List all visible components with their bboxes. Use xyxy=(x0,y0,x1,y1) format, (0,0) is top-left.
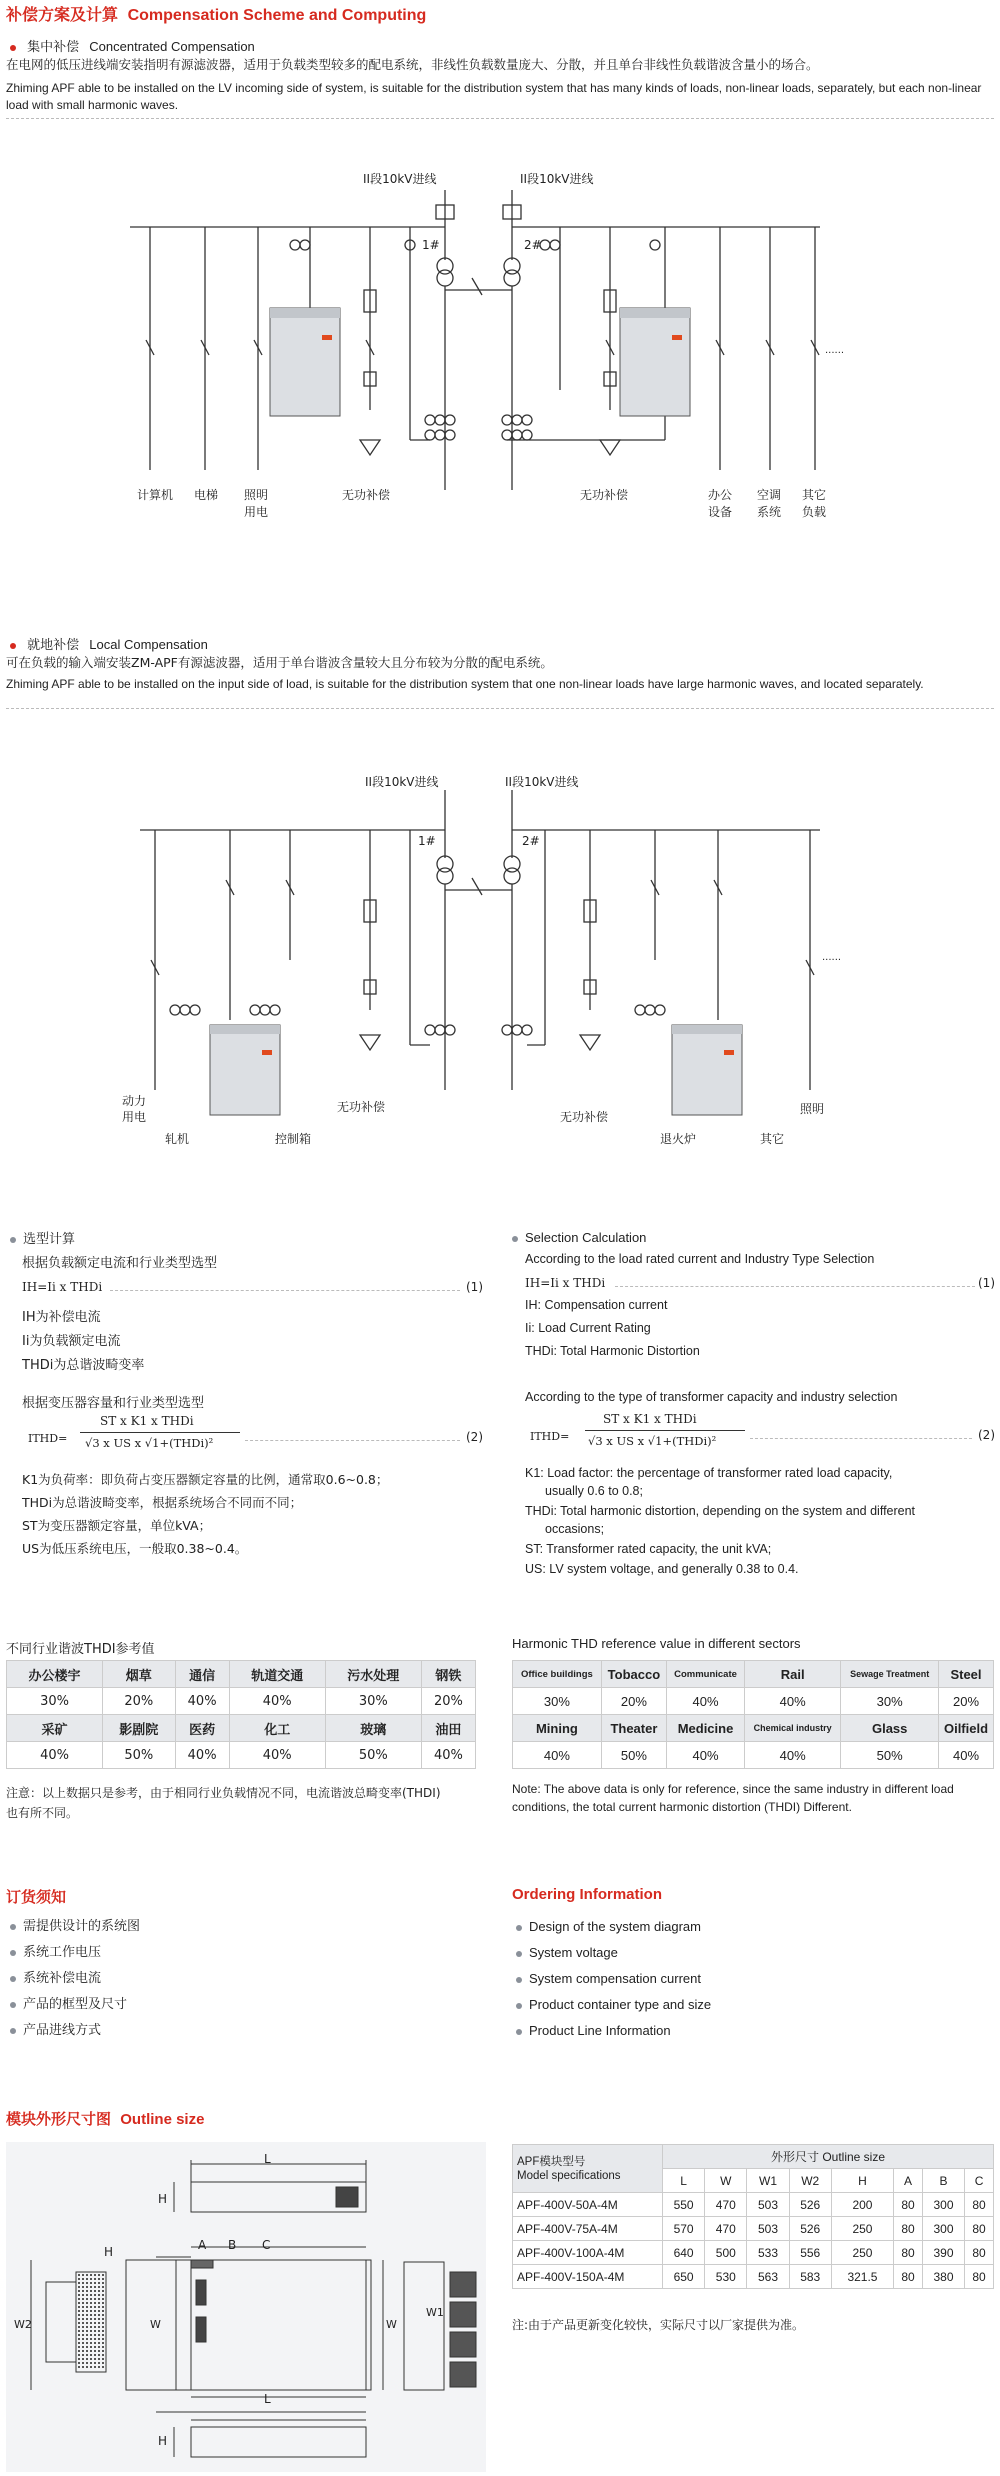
list-item: Product container type and size xyxy=(516,1992,711,2018)
selection-en-d3: THDi: Total Harmonic Distortion xyxy=(525,1344,700,1358)
conc-t1: 1# xyxy=(422,238,440,252)
outline-title xyxy=(6,2108,204,2129)
selection-cn-title: 选型计算 xyxy=(10,1228,75,1247)
conc-load-other-2: 负载 xyxy=(802,505,827,519)
selection-en-e3: ST: Transformer rated capacity, the unit kVA; xyxy=(525,1542,772,1556)
local-power-2: 用电 xyxy=(122,1110,147,1124)
selection-en-title: Selection Calculation xyxy=(512,1230,646,1245)
ordering-en-list xyxy=(516,1914,711,2044)
table-row: Mining Theater Medicine Chemical industry Glass Oilfield xyxy=(513,1715,994,1742)
formula-leader xyxy=(615,1286,975,1287)
divider xyxy=(6,708,994,709)
local-t1: 1# xyxy=(418,834,436,848)
local-reactive-left: 无功补偿 xyxy=(337,1100,386,1114)
concentrated-desc-en: Zhiming APF able to be installed on the LV incoming side of system, is suitable for the distribution system that has many kinds of loads, non-linear loads, separately, but each non-linear load with small harmonic waves. xyxy=(6,81,982,112)
table-row xyxy=(513,2145,994,2169)
dim-h-bottom: H xyxy=(158,2434,168,2448)
local-incoming-2: II段10kV进线 xyxy=(505,775,579,789)
local-diagram xyxy=(0,760,1000,1170)
concentrated-desc-cn: 在电网的低压进线端安装指明有源滤波器，适用于负载类型较多的配电系统，非线性负载数量庞大、分散，并且单台非线性负载谐波含量小的场合。 xyxy=(6,57,819,72)
local-label-cn: 就地补偿 xyxy=(27,638,80,653)
table-row: APF-400V-100A-4M 640 500 533 556 250 80 390 80 xyxy=(513,2241,994,2265)
list-item: 产品的框型及尺寸 xyxy=(10,1992,140,2018)
conc-load-lighting-1: 照明 xyxy=(244,488,269,502)
selection-en-e1b: usually 0.6 to 0.8; xyxy=(545,1484,643,1498)
page-title-en: Compensation Scheme and Computing xyxy=(127,7,427,24)
conc-reactive-right: 无功补偿 xyxy=(580,488,629,502)
selection-cn-sub2: 根据变压器容量和行业类型选型 xyxy=(22,1396,205,1411)
dim-h-front: H xyxy=(104,2245,114,2259)
size-header: 外形尺寸 Outline size xyxy=(663,2145,994,2169)
dim-h-top: H xyxy=(158,2192,168,2206)
list-item: 系统工作电压 xyxy=(10,1940,140,1966)
conc-load-elevator: 电梯 xyxy=(194,488,219,502)
thd-en-title: Harmonic THD reference value in different sectors xyxy=(512,1636,801,1651)
outline-title-en: Outline size xyxy=(120,2111,205,2128)
table-row: APF-400V-50A-4M 550 470 503 526 200 80 300 80 xyxy=(513,2193,994,2217)
dim-l-bottom: L xyxy=(264,2392,271,2406)
thd-en-note-2: conditions, the total current harmonic distortion (THDI) Different. xyxy=(512,1800,852,1814)
dim-l-top: L xyxy=(264,2152,271,2166)
table-row: 采矿 影剧院 医药 化工 玻璃 油田 xyxy=(7,1715,476,1742)
outline-table xyxy=(512,2144,994,2289)
local-label-en: Local Compensation xyxy=(89,637,208,652)
table-row: 40% 50% 40% 40% 50% 40% xyxy=(7,1742,476,1769)
table-row: 办公楼宇 烟草 通信 轨道交通 污水处理 钢铁 xyxy=(7,1661,476,1688)
selection-cn-e1: K1为负荷率：即负荷占变压器额定容量的比例，通常取0.6~0.8； xyxy=(22,1472,389,1487)
dim-w: W xyxy=(150,2318,161,2331)
selection-en-sub2: According to the type of transformer capacity and industry selection xyxy=(525,1390,898,1404)
list-item: System voltage xyxy=(516,1940,711,1966)
selection-cn-e2: THDi为总谐波畸变率，根据系统场合不同而不同； xyxy=(22,1495,303,1510)
model-header-en: Model specifications xyxy=(517,2169,621,2182)
ordering-cn-title: 订货须知 xyxy=(6,1888,67,1906)
selection-en-e4: US: LV system voltage, and generally 0.38 to 0.4. xyxy=(525,1562,799,1576)
dim-w1-right: W1 xyxy=(426,2306,444,2319)
selection-en-e1a: K1: Load factor: the percentage of transformer rated load capacity, xyxy=(525,1466,893,1480)
conc-load-office-2: 设备 xyxy=(708,505,733,519)
selection-cn-f1: IH=Ii x THDi xyxy=(22,1280,103,1294)
formula-leader xyxy=(245,1440,460,1441)
list-item: Design of the system diagram xyxy=(516,1914,711,1940)
dim-b: B xyxy=(228,2238,237,2252)
local-lighting: 照明 xyxy=(800,1102,825,1116)
table-row: Office buildings Tobacco Communicate Rail Sewage Treatment Steel xyxy=(513,1661,994,1688)
conc-t2: 2# xyxy=(524,238,542,252)
selection-cn-d2: Ii为负载额定电流 xyxy=(22,1334,121,1349)
selection-en-d1: IH: Compensation current xyxy=(525,1298,668,1312)
table-row: 30% 20% 40% 40% 30% 20% xyxy=(7,1688,476,1715)
selection-cn-d3: THDi为总谐波畸变率 xyxy=(22,1358,145,1373)
local-control: 控制箱 xyxy=(275,1132,312,1146)
ordering-cn-list xyxy=(10,1914,140,2044)
dim-c: C xyxy=(262,2238,271,2252)
selection-en-f2-num: ST x K1 x THDi xyxy=(603,1412,697,1426)
conc-incoming-1: II段10kV进线 xyxy=(363,172,437,186)
dim-w-right: W xyxy=(386,2318,397,2331)
selection-en-e2b: occasions; xyxy=(545,1522,605,1536)
selection-en-f2-idx: (2) xyxy=(978,1428,995,1442)
local-rolling: 轧机 xyxy=(165,1132,190,1146)
local-power-1: 动力 xyxy=(122,1094,147,1108)
selection-en-f2-den: √3 x US x √1+(THDi)² xyxy=(588,1434,717,1448)
local-t2: 2# xyxy=(522,834,540,848)
dim-a: A xyxy=(198,2238,207,2252)
selection-en-d2: Ii: Load Current Rating xyxy=(525,1321,651,1335)
local-desc-en: Zhiming APF able to be installed on the input side of load, is suitable for the distribution system that one non-linear loads have large harmonic waves, and located separately. xyxy=(6,677,924,691)
concentrated-heading xyxy=(10,36,255,55)
local-heading xyxy=(10,634,208,653)
selection-cn-f2-num: ST x K1 x THDi xyxy=(100,1414,194,1428)
selection-en-f1-num: (1) xyxy=(978,1276,995,1290)
page-title-cn: 补偿方案及计算 xyxy=(6,5,119,24)
selection-cn-f2-idx: (2) xyxy=(466,1430,483,1444)
thd-cn-note-2: 也有所不同。 xyxy=(6,1806,79,1820)
selection-cn-f1-num: (1) xyxy=(466,1280,483,1294)
formula-leader xyxy=(110,1290,460,1291)
thd-cn-title: 不同行业谐波THDI参考值 xyxy=(6,1642,155,1657)
outline-drawing xyxy=(6,2142,486,2472)
conc-load-ac-2: 系统 xyxy=(757,505,782,519)
formula-bar xyxy=(585,1430,745,1431)
local-reactive-right: 无功补偿 xyxy=(560,1110,609,1124)
list-item: 系统补偿电流 xyxy=(10,1966,140,1992)
selection-cn-sub1: 根据负载额定电流和行业类型选型 xyxy=(22,1256,218,1271)
list-item: 需提供设计的系统图 xyxy=(10,1914,140,1940)
conc-load-lighting-2: 用电 xyxy=(244,505,269,519)
conc-incoming-2: II段10kV进线 xyxy=(520,172,594,186)
table-row: 30% 20% 40% 40% 30% 20% xyxy=(513,1688,994,1715)
apf-cabinet-left xyxy=(270,308,340,416)
formula-bar xyxy=(80,1432,240,1433)
divider xyxy=(6,118,994,119)
selection-cn-d1: IH为补偿电流 xyxy=(22,1310,101,1325)
concentrated-label-en: Concentrated Compensation xyxy=(89,39,255,54)
selection-en-f2-lhs: ITHD= xyxy=(530,1430,570,1443)
outline-title-cn: 模块外形尺寸图 xyxy=(6,2110,112,2128)
conc-load-ac-1: 空调 xyxy=(757,488,782,502)
local-desc-cn: 可在负载的输入端安装ZM-APF有源滤波器，适用于单台谐波含量较大且分布较为分散的配电系统。 xyxy=(6,655,553,670)
apf-cabinet-right xyxy=(620,308,690,416)
selection-cn-e4: US为低压系统电压，一般取0.38~0.4。 xyxy=(22,1541,248,1556)
selection-cn-f2-lhs: ITHD= xyxy=(28,1432,68,1445)
selection-cn-f2-den: √3 x US x √1+(THDi)² xyxy=(85,1436,214,1450)
ordering-en-title: Ordering Information xyxy=(512,1886,662,1903)
conc-dots: ...... xyxy=(825,345,845,356)
selection-en-e2a: THDi: Total harmonic distortion, depending on the system and different xyxy=(525,1504,916,1518)
table-row: APF-400V-75A-4M 570 470 503 526 250 80 300 80 xyxy=(513,2217,994,2241)
conc-load-office-1: 办公 xyxy=(708,488,733,502)
conc-reactive-left: 无功补偿 xyxy=(342,488,391,502)
selection-en-f1: IH=Ii x THDi xyxy=(525,1276,606,1290)
thd-cn-note-1: 注意：以上数据只是参考，由于相同行业负载情况不同，电流谐波总畸变率(THDI) xyxy=(6,1786,441,1800)
local-annealing: 退火炉 xyxy=(660,1132,697,1146)
local-incoming-1: II段10kV进线 xyxy=(365,775,439,789)
conc-load-computer: 计算机 xyxy=(137,488,174,502)
dim-w2: W2 xyxy=(14,2318,32,2331)
list-item: 产品进线方式 xyxy=(10,2018,140,2044)
thd-en-note-1: Note: The above data is only for reference, since the same industry in different load xyxy=(512,1782,954,1796)
model-header-cn: APF模块型号 xyxy=(517,2155,586,2168)
outline-note: 注:由于产品更新变化较快，实际尺寸以厂家提供为准。 xyxy=(512,2318,805,2332)
formula-leader xyxy=(750,1438,972,1439)
apf-cabinet-local-left xyxy=(210,1025,280,1115)
page-title xyxy=(6,2,426,25)
thd-en-table xyxy=(512,1660,994,1769)
conc-load-other-1: 其它 xyxy=(802,488,827,502)
local-other: 其它 xyxy=(760,1132,785,1146)
table-row: APF-400V-150A-4M 650 530 563 583 321.5 80 380 80 xyxy=(513,2265,994,2289)
apf-cabinet-local-right xyxy=(672,1025,742,1115)
table-row: 40% 50% 40% 40% 50% 40% xyxy=(513,1742,994,1769)
selection-cn-e3: ST为变压器额定容量，单位kVA； xyxy=(22,1518,212,1533)
thd-cn-table xyxy=(6,1660,476,1769)
list-item: Product Line Information xyxy=(516,2018,711,2044)
local-dots: ...... xyxy=(822,952,842,963)
selection-en-sub1: According to the load rated current and Industry Type Selection xyxy=(525,1252,875,1266)
list-item: System compensation current xyxy=(516,1966,711,1992)
table-row: L W W1 W2 H A B C xyxy=(513,2169,994,2193)
concentrated-label-cn: 集中补偿 xyxy=(27,40,80,55)
